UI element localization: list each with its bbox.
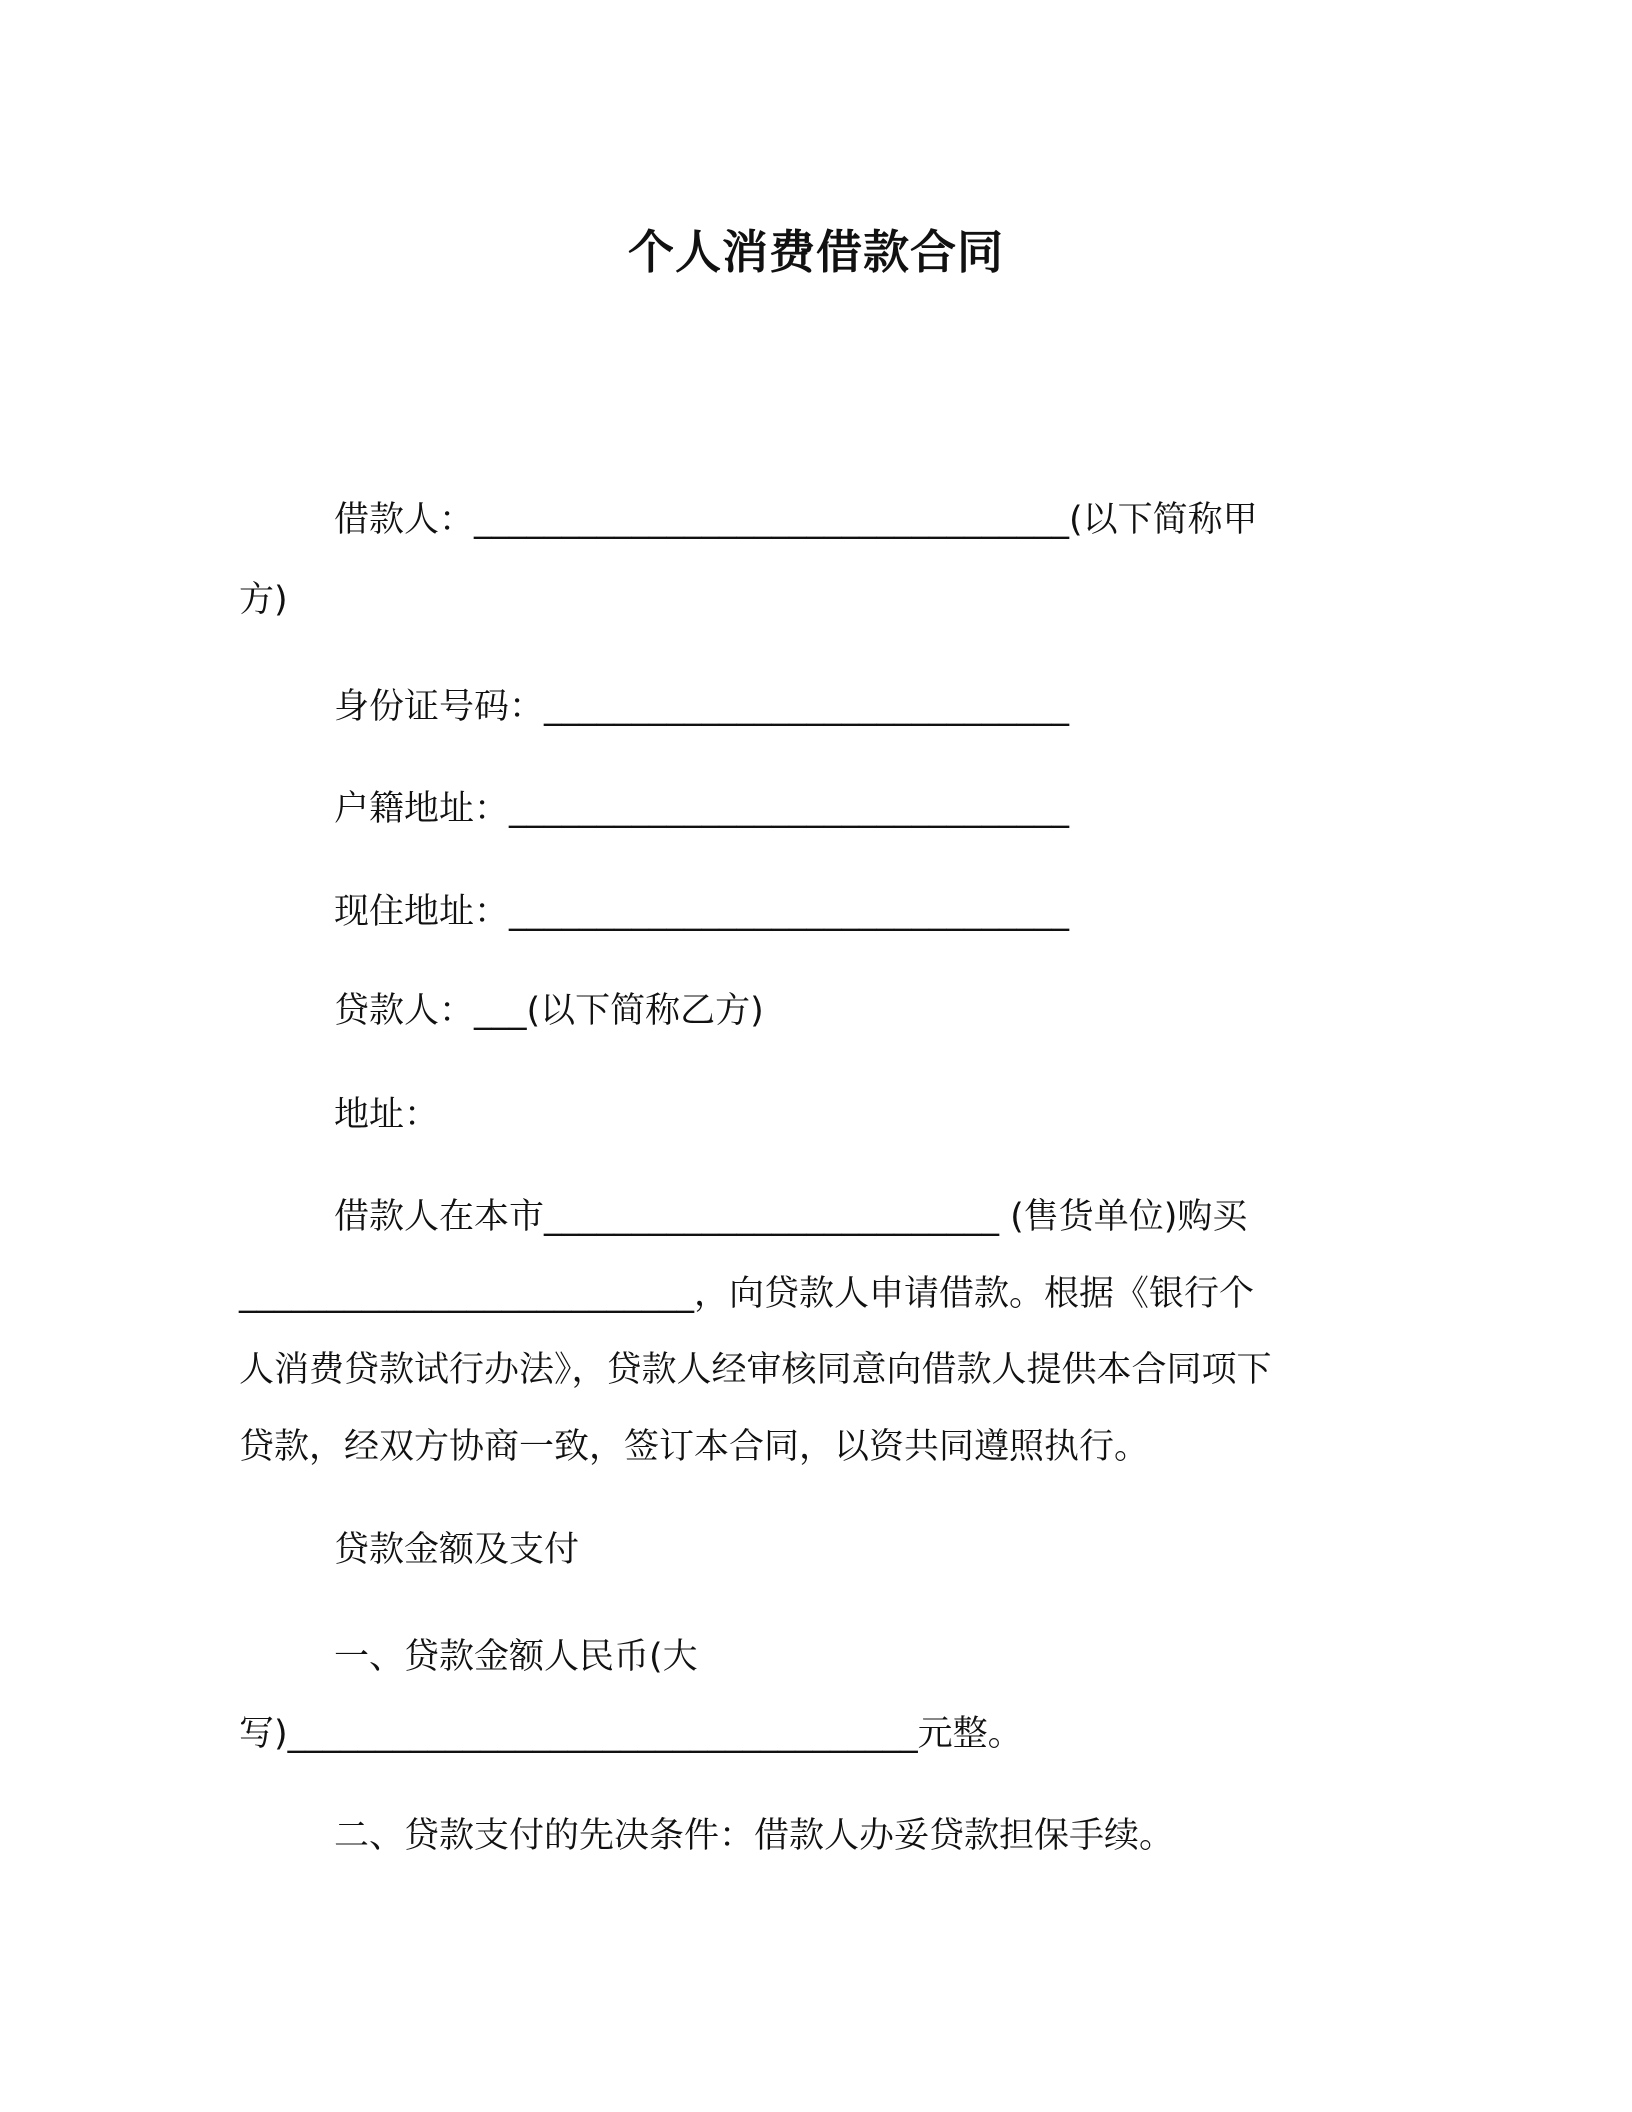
item-1-line-2: 写)____________________________________元整。 bbox=[239, 1714, 1023, 1754]
body-line-4: 贷款，经双方协商一致，签订本合同，以资共同遵照执行。 bbox=[239, 1427, 1150, 1467]
household-address-line: 户籍地址：________________________________ bbox=[334, 789, 1070, 829]
lender-line: 贷款人：___(以下简称乙方) bbox=[334, 991, 764, 1031]
address-line: 地址： bbox=[334, 1095, 440, 1135]
body-line-3: 人消费贷款试行办法》，贷款人经审核同意向借款人提供本合同项下 bbox=[239, 1350, 1272, 1390]
item-1-line-1: 一、贷款金额人民币(大 bbox=[334, 1637, 698, 1677]
document-title: 个人消费借款合同 bbox=[628, 225, 1004, 279]
current-address-line: 现住地址：________________________________ bbox=[334, 892, 1070, 932]
borrower-line-1: 借款人：__________________________________(以下简称甲 bbox=[334, 500, 1258, 540]
borrower-line-2: 方) bbox=[239, 580, 288, 620]
body-line-1: 借款人在本市__________________________ (售货单位)购买 bbox=[334, 1197, 1248, 1237]
section-heading: 贷款金额及支付 bbox=[334, 1530, 580, 1570]
id-number-line: 身份证号码：______________________________ bbox=[334, 687, 1070, 727]
item-2-line: 二、贷款支付的先决条件：借款人办妥贷款担保手续。 bbox=[334, 1816, 1175, 1856]
body-line-2: __________________________，向贷款人申请借款。根据《银行个 bbox=[239, 1274, 1255, 1314]
